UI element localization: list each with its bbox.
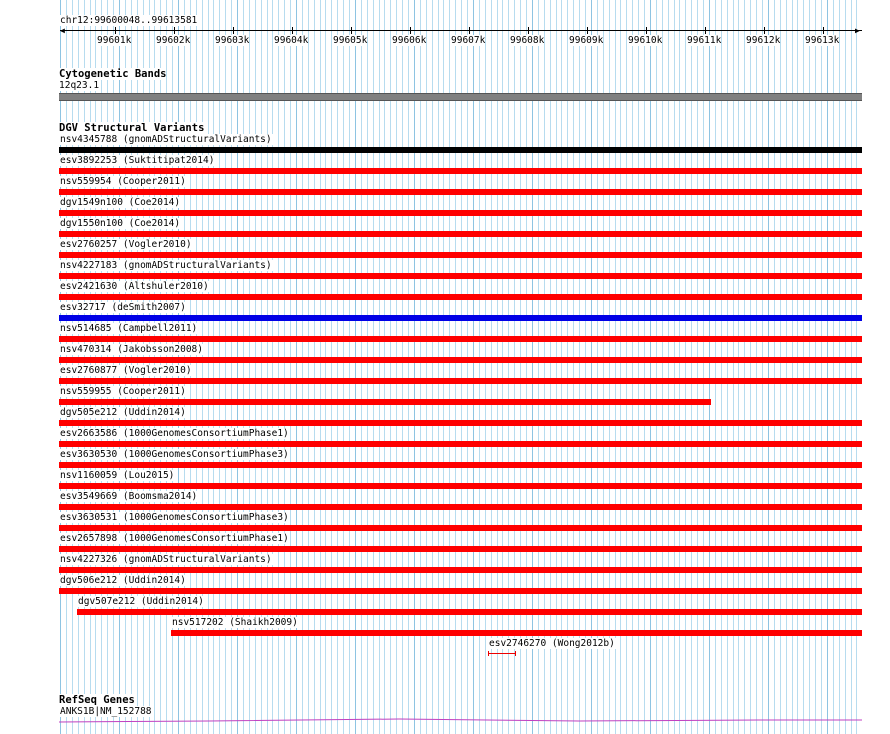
- grid-line: [573, 0, 574, 734]
- grid-line: [402, 0, 403, 734]
- grid-line: [833, 0, 834, 734]
- grid-line: [603, 0, 604, 734]
- sv-label: esv2421630 (Altshuler2010): [60, 281, 209, 292]
- sv-label: dgv1550n100 (Coe2014): [60, 218, 181, 229]
- sv-feature-bar[interactable]: [77, 609, 862, 615]
- ruler-tick-label: 99610k: [628, 35, 663, 46]
- grid-line: [762, 0, 763, 734]
- sv-feature-bar[interactable]: [59, 231, 862, 237]
- ruler-tick-label: 99605k: [333, 35, 368, 46]
- grid-line: [709, 0, 710, 734]
- sv-label: nsv470314 (Jakobsson2008): [60, 344, 203, 355]
- sv-feature-bar[interactable]: [59, 273, 862, 279]
- grid-line: [308, 0, 309, 734]
- ruler-tick: [292, 27, 293, 34]
- ruler-tick-label: 99612k: [746, 35, 781, 46]
- grid-line: [839, 0, 840, 734]
- sv-label: esv2663586 (1000GenomesConsortiumPhase1): [60, 428, 289, 439]
- grid-line: [727, 0, 728, 734]
- grid-line: [803, 0, 804, 734]
- sv-label: esv3630531 (1000GenomesConsortiumPhase3): [60, 512, 289, 523]
- grid-line: [703, 0, 704, 734]
- ruler-tick: [469, 27, 470, 34]
- sv-label: esv2746270 (Wong2012b): [489, 638, 615, 649]
- ruler-tick: [351, 27, 352, 34]
- sv-feature-bar[interactable]: [59, 399, 711, 405]
- grid-line: [473, 0, 474, 734]
- ruler-axis: [60, 30, 862, 31]
- grid-line: [396, 0, 397, 734]
- ruler-tick-label: 99601k: [97, 35, 132, 46]
- ruler-tick-label: 99613k: [805, 35, 840, 46]
- grid-line: [632, 0, 633, 734]
- grid-line: [774, 0, 775, 734]
- grid-line: [626, 0, 627, 734]
- ruler-tick-label: 99611k: [687, 35, 722, 46]
- sv-feature-bar[interactable]: [59, 504, 862, 510]
- sv-label: nsv1160059 (Lou2015): [60, 470, 175, 481]
- ruler-tick: [174, 27, 175, 34]
- grid-line: [609, 0, 610, 734]
- dgv-track-title[interactable]: DGV Structural Variants: [59, 122, 205, 134]
- grid-line: [579, 0, 580, 734]
- grid-line: [514, 0, 515, 734]
- sv-label: dgv505e212 (Uddin2014): [60, 407, 186, 418]
- ruler-tick: [823, 27, 824, 34]
- grid-line: [314, 0, 315, 734]
- sv-feature-bar[interactable]: [59, 525, 862, 531]
- grid-line: [508, 0, 509, 734]
- grid-line: [591, 0, 592, 734]
- cytoband-track-title[interactable]: Cytogenetic Bands: [59, 68, 167, 80]
- sv-label: dgv506e212 (Uddin2014): [60, 575, 186, 586]
- sv-feature-bar[interactable]: [59, 546, 862, 552]
- cytoband-label: 12q23.1: [59, 80, 100, 91]
- grid-line: [373, 0, 374, 734]
- sv-label: dgv507e212 (Uddin2014): [78, 596, 204, 607]
- grid-line: [662, 0, 663, 734]
- ruler-tick-label: 99606k: [392, 35, 427, 46]
- sv-feature-bar[interactable]: [59, 336, 862, 342]
- grid-line: [856, 0, 857, 734]
- grid-line: [615, 0, 616, 734]
- sv-label: nsv514685 (Campbell2011): [60, 323, 198, 334]
- sv-feature-bar[interactable]: [59, 567, 862, 573]
- grid-line: [479, 0, 480, 734]
- grid-line: [744, 0, 745, 734]
- grid-line: [756, 0, 757, 734]
- grid-line: [556, 0, 557, 734]
- grid-line: [567, 0, 568, 734]
- grid-line: [408, 0, 409, 734]
- sv-label: esv2657898 (1000GenomesConsortiumPhase1): [60, 533, 289, 544]
- grid-line: [414, 0, 415, 734]
- sv-label: esv2760877 (Vogler2010): [60, 365, 192, 376]
- sv-label: nsv559955 (Cooper2011): [60, 386, 186, 397]
- ruler-tick-label: 99607k: [451, 35, 486, 46]
- grid-line: [851, 0, 852, 734]
- grid-line: [367, 0, 368, 734]
- grid-line: [550, 0, 551, 734]
- grid-line: [697, 0, 698, 734]
- grid-line: [497, 0, 498, 734]
- grid-line: [821, 0, 822, 734]
- grid-line: [797, 0, 798, 734]
- grid-line: [331, 0, 332, 734]
- ruler-tick: [528, 27, 529, 34]
- grid-line: [455, 0, 456, 734]
- grid-line: [786, 0, 787, 734]
- grid-line: [426, 0, 427, 734]
- grid-line: [792, 0, 793, 734]
- grid-line: [738, 0, 739, 734]
- ruler-tick: [587, 27, 588, 34]
- grid-line: [461, 0, 462, 734]
- grid-line: [733, 0, 734, 734]
- sv-label: nsv4227326 (gnomADStructuralVariants): [60, 554, 272, 565]
- grid-line: [715, 0, 716, 734]
- grid-line: [644, 0, 645, 734]
- grid-line: [685, 0, 686, 734]
- grid-line: [597, 0, 598, 734]
- grid-line: [355, 0, 356, 734]
- ruler-position-label: chr12:99600048..99613581: [60, 15, 198, 26]
- sv-feature-bar[interactable]: [488, 651, 516, 656]
- grid-line: [674, 0, 675, 734]
- grid-line: [449, 0, 450, 734]
- ruler-tick-label: 99608k: [510, 35, 545, 46]
- sv-label: esv3630530 (1000GenomesConsortiumPhase3): [60, 449, 289, 460]
- sv-label: nsv517202 (Shaikh2009): [172, 617, 298, 628]
- grid-line: [526, 0, 527, 734]
- ruler-tick: [646, 27, 647, 34]
- grid-line: [827, 0, 828, 734]
- grid-line: [302, 0, 303, 734]
- sv-label: esv2760257 (Vogler2010): [60, 239, 192, 250]
- grid-line: [438, 0, 439, 734]
- sv-feature-bar[interactable]: [59, 210, 862, 216]
- grid-line: [679, 0, 680, 734]
- sv-feature-bar[interactable]: [59, 315, 862, 321]
- grid-line: [750, 0, 751, 734]
- sv-feature-bar[interactable]: [59, 441, 862, 447]
- sv-feature-bar[interactable]: [59, 147, 862, 153]
- gene-label: ANKS1B|NM_152788: [60, 706, 152, 717]
- grid-line: [656, 0, 657, 734]
- sv-label: esv3549669 (Boomsma2014): [60, 491, 198, 502]
- grid-line: [485, 0, 486, 734]
- grid-line: [443, 0, 444, 734]
- grid-line: [320, 0, 321, 734]
- ruler-tick-label: 99604k: [274, 35, 309, 46]
- grid-line: [668, 0, 669, 734]
- sv-feature-bar[interactable]: [59, 588, 862, 594]
- grid-line: [721, 0, 722, 734]
- grid-line: [325, 0, 326, 734]
- grid-line: [561, 0, 562, 734]
- ruler-right-arrow-icon: ▶: [855, 26, 860, 35]
- grid-line: [620, 0, 621, 734]
- sv-feature-bar[interactable]: [59, 189, 862, 195]
- sv-label: nsv4227183 (gnomADStructuralVariants): [60, 260, 272, 271]
- grid-line: [532, 0, 533, 734]
- sv-feature-bar[interactable]: [59, 420, 862, 426]
- sv-feature-bar[interactable]: [59, 378, 862, 384]
- grid-line: [768, 0, 769, 734]
- grid-line: [384, 0, 385, 734]
- cytoband-bar[interactable]: [59, 93, 862, 101]
- sv-label: esv32717 (deSmith2007): [60, 302, 186, 313]
- grid-line: [845, 0, 846, 734]
- gene-feature-ANKS1B[interactable]: [59, 716, 862, 724]
- grid-line: [491, 0, 492, 734]
- sv-feature-bar[interactable]: [59, 252, 862, 258]
- grid-line: [337, 0, 338, 734]
- sv-feature-bar[interactable]: [59, 168, 862, 174]
- grid-line: [420, 0, 421, 734]
- grid-line: [520, 0, 521, 734]
- grid-line: [638, 0, 639, 734]
- grid-line: [544, 0, 545, 734]
- grid-line: [780, 0, 781, 734]
- grid-line: [343, 0, 344, 734]
- sv-feature-bar[interactable]: [59, 357, 862, 363]
- grid-line: [467, 0, 468, 734]
- grid-line: [390, 0, 391, 734]
- grid-line: [379, 0, 380, 734]
- grid-line: [349, 0, 350, 734]
- sv-label: esv3892253 (Suktitipat2014): [60, 155, 215, 166]
- ruler-tick-label: 99603k: [215, 35, 250, 46]
- sv-label: nsv4345788 (gnomADStructuralVariants): [60, 134, 272, 145]
- ruler-tick: [233, 27, 234, 34]
- ruler-tick-label: 99609k: [569, 35, 604, 46]
- sv-feature-bar[interactable]: [59, 294, 862, 300]
- grid-line: [815, 0, 816, 734]
- ruler-tick: [115, 27, 116, 34]
- sv-feature-bar[interactable]: [171, 630, 862, 636]
- ruler-tick: [705, 27, 706, 34]
- ruler-tick: [410, 27, 411, 34]
- grid-line: [809, 0, 810, 734]
- refseq-track-title[interactable]: RefSeq Genes: [59, 694, 135, 706]
- ruler-tick: [764, 27, 765, 34]
- sv-label: nsv559954 (Cooper2011): [60, 176, 186, 187]
- grid-line: [538, 0, 539, 734]
- ruler-tick-label: 99602k: [156, 35, 191, 46]
- grid-line: [432, 0, 433, 734]
- grid-line: [502, 0, 503, 734]
- ruler-left-arrow-icon: ◀: [60, 26, 65, 35]
- grid-line: [361, 0, 362, 734]
- sv-label: dgv1549n100 (Coe2014): [60, 197, 181, 208]
- sv-feature-bar[interactable]: [59, 462, 862, 468]
- grid-line: [585, 0, 586, 734]
- grid-line: [650, 0, 651, 734]
- grid-line: [691, 0, 692, 734]
- sv-feature-bar[interactable]: [59, 483, 862, 489]
